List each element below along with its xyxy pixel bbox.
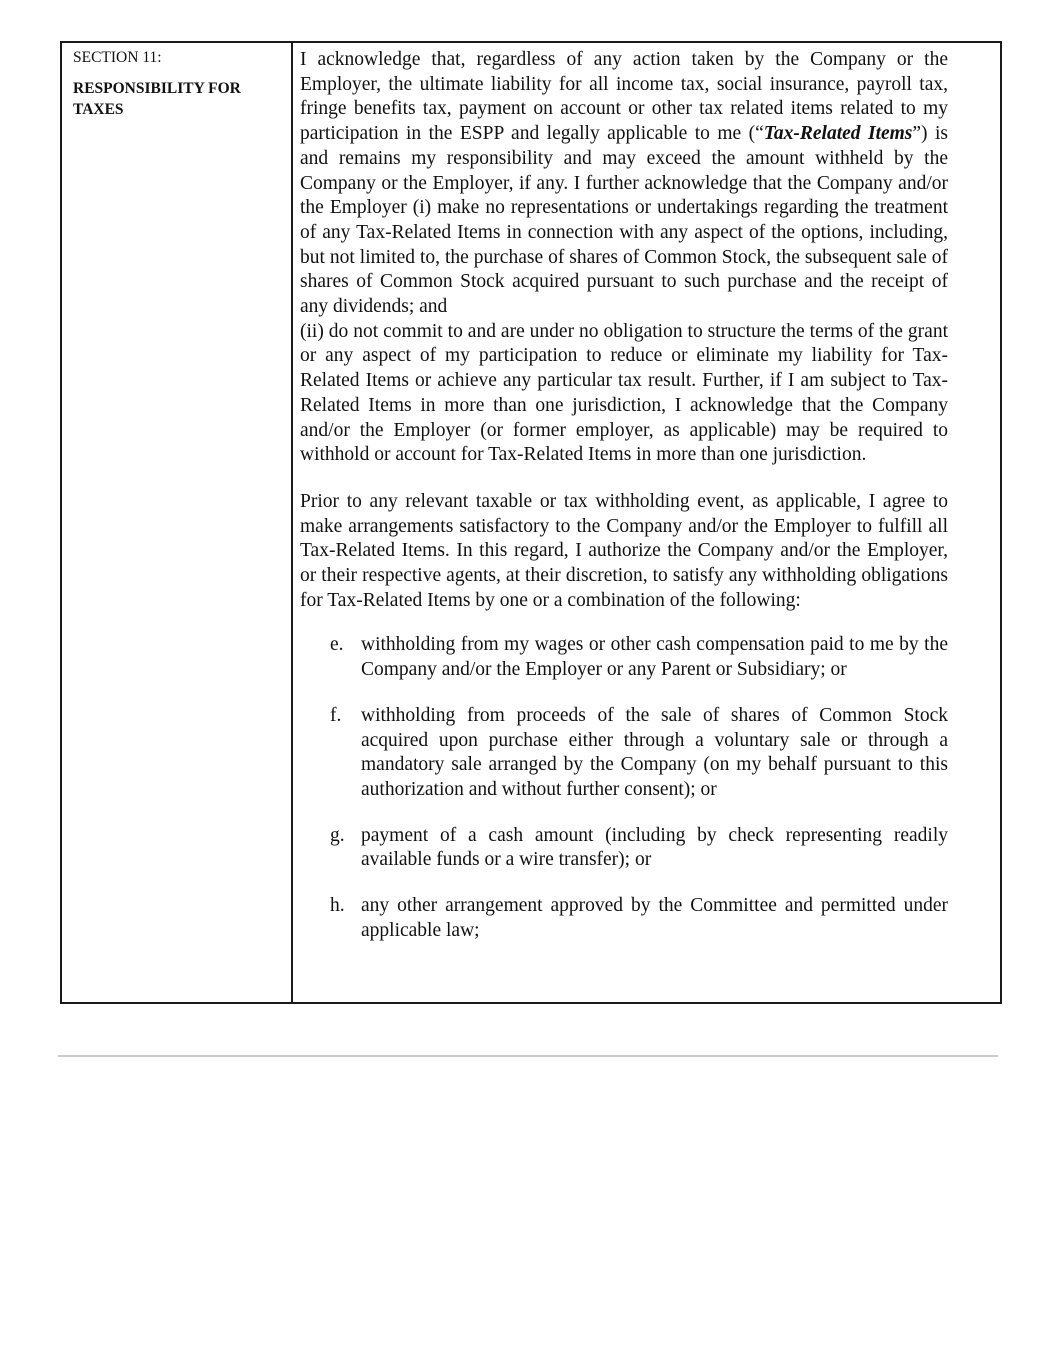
list-marker: f. xyxy=(330,704,342,726)
list-marker: g. xyxy=(330,824,345,846)
section-number: SECTION 11: xyxy=(73,49,162,66)
list-item xyxy=(300,704,948,803)
list-item-text: payment of a cash amount (including by check representing readily available funds or a wire transfer); or xyxy=(361,824,948,871)
paragraph-liability-post: ”) is and remains my responsibility and may exceed the amount withheld by the Company or the Employer, if any. I further acknowledge that the Company and/or the Employer (i) make no representations or undertakings regarding the treatment of any Tax-Related Items in connection with any aspect of the options, including, but not limited to, the purchase of shares of Common Stock, the subsequent sale of shares of Common Stock acquired pursuant to such purchase and the receipt of any dividends; and xyxy=(300,123,949,318)
list-item xyxy=(300,824,948,873)
page-divider xyxy=(58,1055,998,1057)
list-item xyxy=(300,894,948,943)
section-table xyxy=(60,41,1002,1004)
withholding-methods-list xyxy=(300,633,948,943)
list-item-text: any other arrangement approved by the Committee and permitted under applicable law; xyxy=(361,895,948,941)
section-body-cell xyxy=(293,43,1000,1002)
paragraph-liability xyxy=(300,48,948,320)
list-item-text: withholding from my wages or other cash compensation paid to me by the Company and/or the Employer or any Parent or Subsidiary; or xyxy=(361,634,948,681)
paragraph-no-obligation: (ii) do not commit to and are under no obligation to structure the terms of the grant or any aspect of my participation to reduce or eliminate my liability for Tax-Related Items or achieve any particular tax result. Further, if I am subject to Tax-Related Items in more than one jurisdiction, I acknowledge that the Company and/or the Employer (or former employer, as applicable) may be required to withhold or account for Tax-Related Items in more than one jurisdiction. xyxy=(300,320,948,466)
section-heading-cell xyxy=(62,43,293,1002)
list-item-text: withholding from proceeds of the sale of shares of Common Stock acquired upon purchase either through a voluntary sale or through a mandatory sale arranged by the Company (on my behalf pursuant to this authorization and without further consent); or xyxy=(361,704,948,800)
list-marker: h. xyxy=(330,895,345,917)
paragraph-liability-pre: I acknowledge that, regardless of any action taken by the Company or the Employer, the ultimate liability for all income tax, social insurance, payroll tax, fringe benefits tax, payment on account or other tax related items related to my participation in the ESPP and legally applicable to me (“ xyxy=(300,49,948,145)
list-marker: e. xyxy=(330,634,344,656)
list-item xyxy=(300,633,948,682)
paragraph-withholding: Prior to any relevant taxable or tax withholding event, as applicable, I agree to make arrangements satisfactory to the Company and/or the Employer to fulfill all Tax-Related Items. In this regard, I authorize the Company and/or the Employer, or their respective agents, at their discretion, to satisfy any withholding obligations for Tax-Related Items by one or a combination of the following: xyxy=(300,490,948,611)
section-title: RESPONSIBILITY FOR TAXES xyxy=(73,80,241,118)
defined-term: Tax-Related Items xyxy=(763,123,913,145)
